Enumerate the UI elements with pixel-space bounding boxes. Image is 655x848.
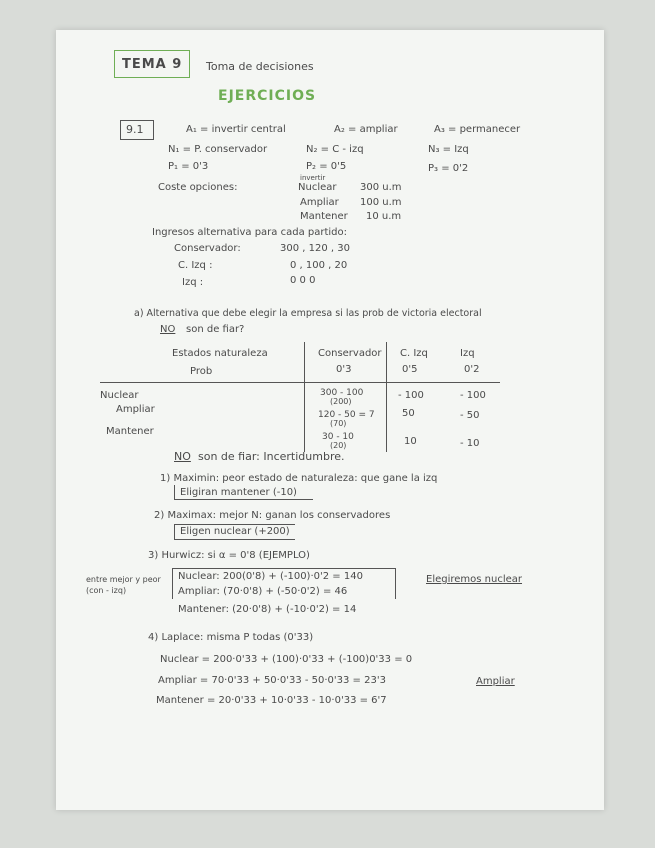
table-divider-horizontal xyxy=(100,382,500,383)
ingreso-name: C. Izq : xyxy=(178,260,213,271)
table-cell: (200) xyxy=(330,397,352,406)
laplace-row: Ampliar = 70·0'33 + 50·0'33 - 50·0'33 = 23'3 xyxy=(158,675,386,686)
table-cell: 30 - 10 xyxy=(322,432,354,442)
table-row-label: Nuclear xyxy=(100,390,139,401)
alt-2: A₂ = ampliar xyxy=(334,124,398,135)
maximax-result: Eligen nuclear (+200) xyxy=(180,526,290,537)
laplace-title: 4) Laplace: misma P todas (0'33) xyxy=(148,632,314,643)
laplace-conclusion: Ampliar xyxy=(476,676,515,687)
coste-item-value: 100 u.m xyxy=(360,197,402,208)
ingreso-values: 0 , 100 , 20 xyxy=(290,260,348,271)
table-col-prob: 0'3 xyxy=(336,364,352,375)
table-cell: 120 - 50 = 7 xyxy=(318,410,375,420)
part-a-question-neg: NO xyxy=(160,324,176,335)
coste-item-name: Mantener xyxy=(300,211,348,222)
state-3: N₃ = Izq xyxy=(428,144,469,155)
table-divider-vertical xyxy=(304,342,305,452)
alt-1: A₁ = invertir central xyxy=(186,124,286,135)
tema-label: TEMA 9 xyxy=(122,57,183,72)
ingresos-label: Ingresos alternativa para cada partido: xyxy=(152,227,347,238)
hurwicz-title: 3) Hurwicz: si α = 0'8 (EJEMPLO) xyxy=(148,550,310,561)
table-col-header: Izq xyxy=(460,348,475,359)
maximax-title: 2) Maximax: mejor N: ganan los conservadores xyxy=(154,510,391,521)
hurwicz-row: Ampliar: (70·0'8) + (-50·0'2) = 46 xyxy=(178,586,348,597)
prob-1: P₁ = 0'3 xyxy=(168,161,209,172)
state-1: N₁ = P. conservador xyxy=(168,144,268,155)
table-row-label: Mantener xyxy=(106,426,154,437)
prob-2: P₂ = 0'5 xyxy=(306,161,347,172)
table-cell: (20) xyxy=(330,441,347,450)
hurwicz-row: Mantener: (20·0'8) + (-10·0'2) = 14 xyxy=(178,604,357,615)
coste-item-value: 10 u.m xyxy=(366,211,402,222)
table-divider-vertical xyxy=(386,342,387,452)
maximin-title: 1) Maximin: peor estado de naturaleza: que gane la izq xyxy=(160,473,438,484)
table-cell: - 100 xyxy=(398,390,424,401)
prob-3: P₃ = 0'2 xyxy=(428,163,469,174)
ingreso-name: Izq : xyxy=(182,277,204,288)
table-header-prob: Prob xyxy=(190,366,213,377)
no-fiar-neg: NO xyxy=(174,450,191,463)
exercise-number: 9.1 xyxy=(126,123,144,136)
part-a-question-rest: son de fiar? xyxy=(186,324,245,335)
ingreso-values: 0 0 0 xyxy=(290,275,316,286)
laplace-row: Nuclear = 200·0'33 + (100)·0'33 + (-100)0'33 = 0 xyxy=(160,654,413,665)
coste-item-value: 300 u.m xyxy=(360,182,402,193)
maximin-result: Eligiran mantener (-10) xyxy=(180,487,297,498)
hurwicz-row: Nuclear: 200(0'8) + (-100)·0'2 = 140 xyxy=(178,571,363,582)
notebook-page xyxy=(56,30,604,810)
section-title: EJERCICIOS xyxy=(218,88,317,104)
table-col-prob: 0'5 xyxy=(402,364,418,375)
table-row-label: Ampliar xyxy=(116,404,155,415)
hurwicz-side-note: entre mejor y peor (con - izq) xyxy=(86,575,161,595)
table-cell: - 50 xyxy=(460,410,480,421)
ingreso-name: Conservador: xyxy=(174,243,241,254)
no-fiar-rest: son de fiar: Incertidumbre. xyxy=(198,450,345,463)
table-cell: 300 - 100 xyxy=(320,388,364,398)
laplace-row: Mantener = 20·0'33 + 10·0'33 - 10·0'33 = 6'7 xyxy=(156,695,387,706)
table-cell: 50 xyxy=(402,408,415,419)
state-2: N₂ = C - izq xyxy=(306,144,364,155)
coste-item-name: Ampliar xyxy=(300,197,339,208)
coste-item-name: Nuclear xyxy=(298,182,337,193)
table-header-states: Estados naturaleza xyxy=(172,348,268,359)
alt-3: A₃ = permanecer xyxy=(434,124,521,135)
coste-annotation: invertir xyxy=(300,174,326,182)
hurwicz-conclusion: Elegiremos nuclear xyxy=(426,574,523,585)
table-col-header: C. Izq xyxy=(400,348,428,359)
coste-label: Coste opciones: xyxy=(158,182,238,193)
part-a-question: a) Alternativa que debe elegir la empresa si las prob de victoria electoral xyxy=(134,308,482,319)
table-col-header: Conservador xyxy=(318,348,382,359)
table-cell: 10 xyxy=(404,436,417,447)
tema-title: Toma de decisiones xyxy=(206,60,314,73)
ingreso-values: 300 , 120 , 30 xyxy=(280,243,350,254)
table-cell: - 100 xyxy=(460,390,486,401)
table-cell: (70) xyxy=(330,419,347,428)
table-cell: - 10 xyxy=(460,438,480,449)
table-col-prob: 0'2 xyxy=(464,364,480,375)
